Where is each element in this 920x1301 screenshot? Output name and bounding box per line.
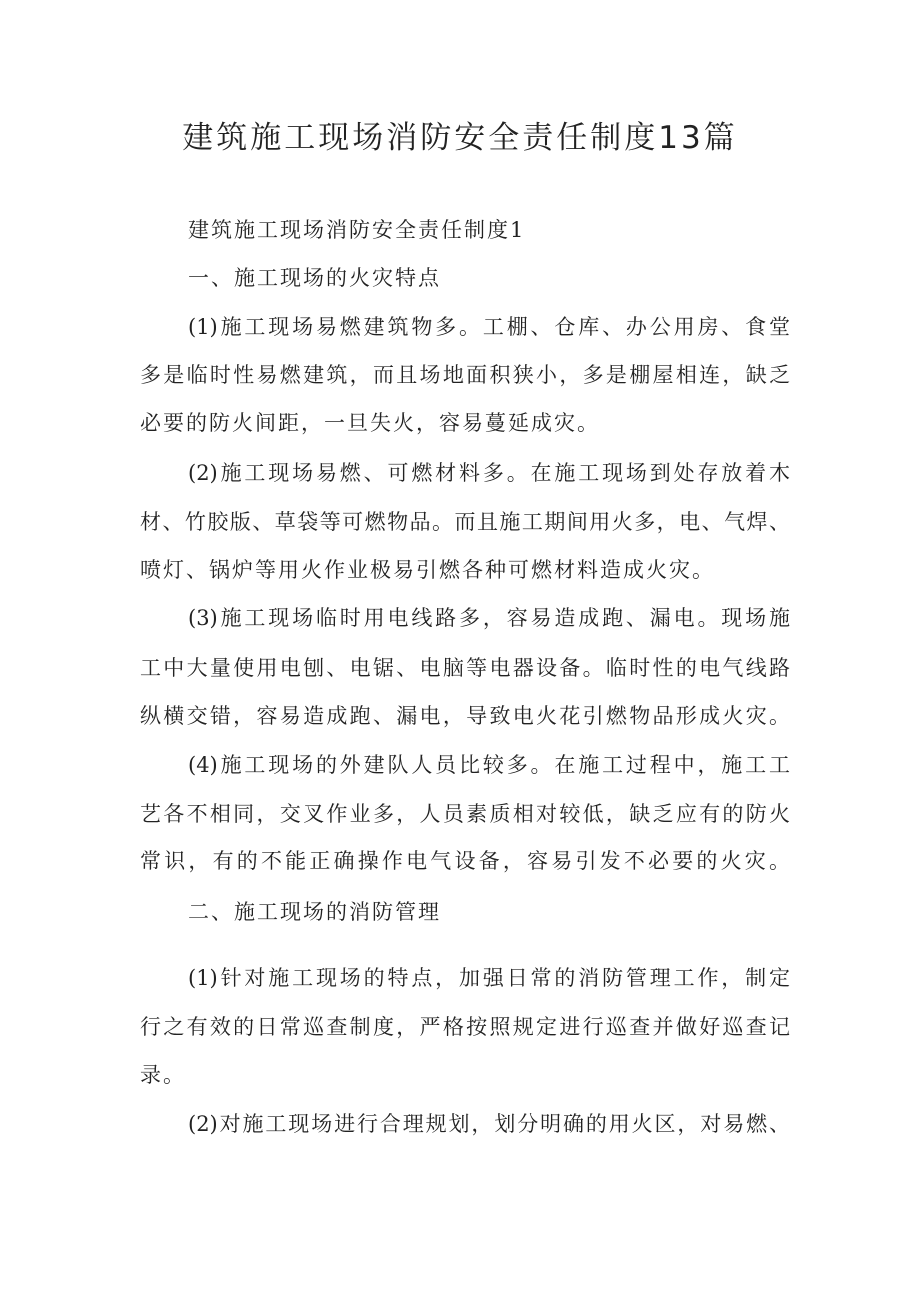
paragraph-line: 材、竹胶版、草袋等可燃物品。而且施工期间用火多，电、气焊、: [140, 510, 790, 534]
paragraph-line: (1)针对施工现场的特点，加强日常的消防管理工作，制定: [188, 966, 790, 990]
subsection-heading: 二、施工现场的消防管理: [188, 900, 441, 924]
subsection-heading: 一、施工现场的火灾特点: [188, 266, 441, 290]
paragraph-line: (4)施工现场的外建队人员比较多。在施工过程中，施工工: [188, 753, 790, 777]
paragraph-line: 工中大量使用电刨、电锯、电脑等电器设备。临时性的电气线路: [140, 656, 790, 680]
paragraph-line: 纵横交错，容易造成跑、漏电，导致电火花引燃物品形成火灾。: [140, 704, 790, 728]
paragraph-line: (1)施工现场易燃建筑物多。工棚、仓库、办公用房、食堂: [188, 315, 790, 339]
document-title: 建筑施工现场消防安全责任制度13篇: [182, 120, 738, 156]
paragraph-line: 多是临时性易燃建筑，而且场地面积狭小，多是棚屋相连，缺乏: [140, 363, 790, 387]
paragraph-line: 行之有效的日常巡查制度，严格按照规定进行巡查并做好巡查记: [140, 1015, 790, 1039]
paragraph-line: 必要的防火间距，一旦失火，容易蔓延成灾。: [140, 411, 600, 435]
paragraph-line: 喷灯、锅炉等用火作业极易引燃各种可燃材料造成火灾。: [140, 558, 715, 582]
paragraph-line: 艺各不相同，交叉作业多，人员素质相对较低，缺乏应有的防火: [140, 802, 790, 826]
paragraph-line: (2)对施工现场进行合理规划，划分明确的用火区，对易燃、: [188, 1112, 790, 1136]
paragraph-line: (3)施工现场临时用电线路多，容易造成跑、漏电。现场施: [188, 606, 790, 630]
section-heading: 建筑施工现场消防安全责任制度1: [188, 218, 526, 242]
paragraph-line: 录。: [140, 1063, 186, 1087]
paragraph-line: 常识，有的不能正确操作电气设备，容易引发不必要的火灾。: [140, 849, 790, 873]
paragraph-line: (2)施工现场易燃、可燃材料多。在施工现场到处存放着木: [188, 461, 790, 485]
